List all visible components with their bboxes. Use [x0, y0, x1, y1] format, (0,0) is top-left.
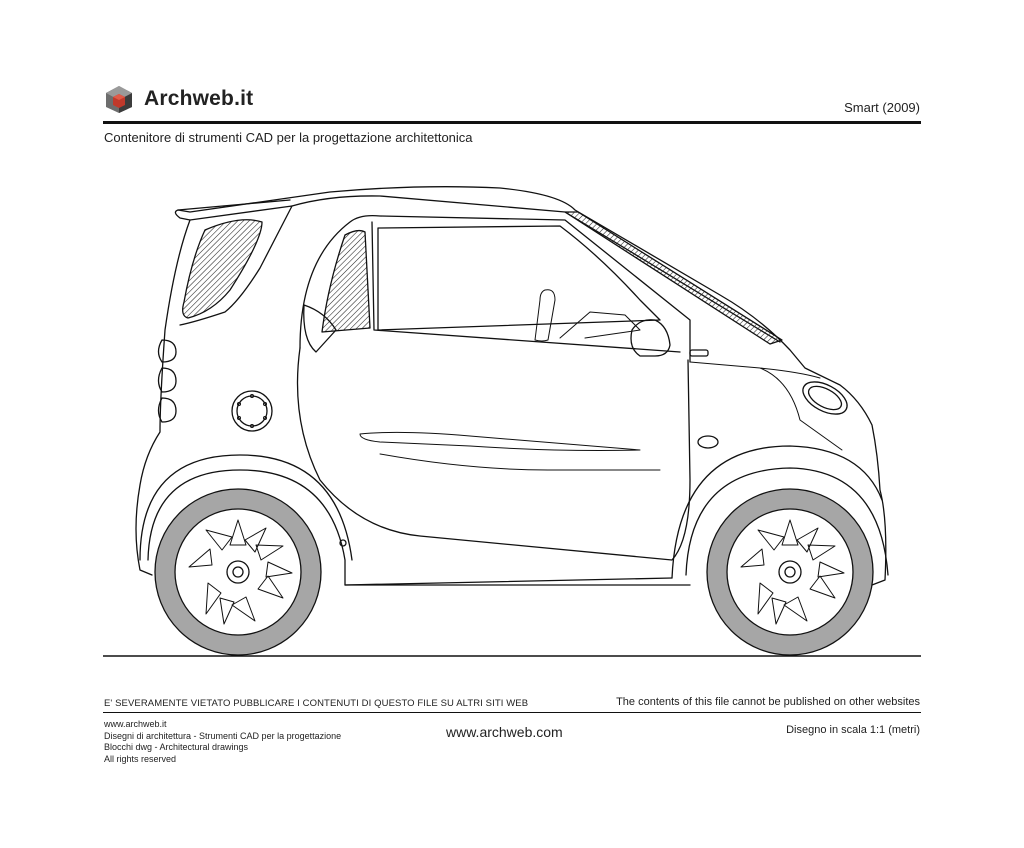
archweb-logo-icon [104, 84, 134, 114]
footer-divider [103, 712, 921, 713]
footer-credit-line[interactable]: www.archweb.it [104, 719, 167, 729]
rear-quarter-window [183, 220, 262, 318]
headlight-inner [805, 382, 845, 415]
footer-credit-line: All rights reserved [104, 753, 177, 764]
header-divider [103, 121, 921, 124]
headlight [798, 375, 853, 420]
fuel-cap-inner [237, 396, 267, 426]
brand[interactable] [104, 84, 253, 114]
car-side-elevation-drawing [103, 150, 921, 660]
door-outline [298, 348, 691, 560]
front-wheel [707, 489, 873, 655]
footer-credit-line: Disegni di architettura - Strumenti CAD per la progettazione [104, 730, 342, 741]
drawing-title: Smart (2009) [844, 100, 920, 115]
b-pillar [322, 231, 370, 332]
interior-steering-wheel [535, 290, 555, 341]
warning-italian: E' SEVERAMENTE VIETATO PUBBLICARE I CONTENUTI DI QUESTO FILE SU ALTRI SITI WEB [104, 698, 529, 709]
scale-note: Disegno in scala 1:1 (metri) [786, 724, 920, 736]
warning-english: The contents of this file cannot be published on other websites [616, 696, 920, 708]
door-handle [698, 436, 718, 448]
brand-name: Archweb.it [144, 87, 254, 110]
rear-wheel [155, 489, 321, 655]
interior-seat [560, 312, 640, 338]
body-crease-upper [360, 432, 640, 450]
tagline: Contenitore di strumenti CAD per la progettazione architettonica [104, 130, 473, 145]
door-mirror-indicator [690, 350, 708, 356]
windshield-pillar [565, 212, 782, 344]
footer-website-link[interactable]: www.archweb.com [446, 724, 563, 740]
footer-credit-line: Blocchi dwg - Architectural drawings [104, 742, 249, 752]
body-crease-lower [380, 454, 660, 470]
footer-credits [104, 719, 341, 765]
